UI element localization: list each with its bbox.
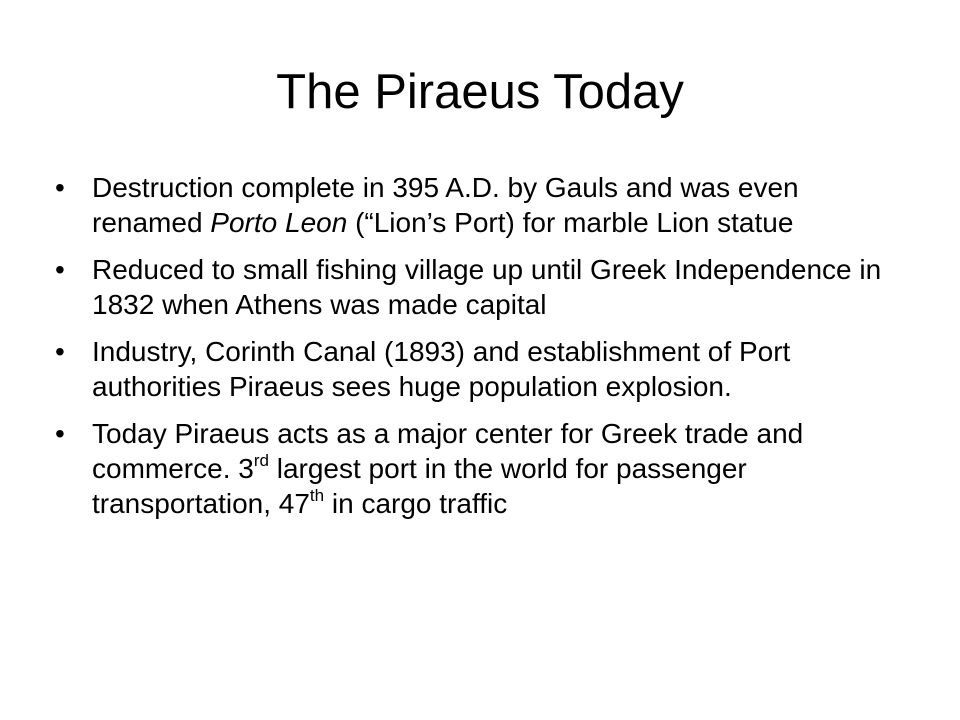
bullet-dot-icon: • bbox=[55, 418, 65, 449]
bullet-text-italic: Porto Leon bbox=[210, 207, 348, 238]
superscript-ordinal: th bbox=[309, 485, 325, 505]
bullet-text-segment: Destruction complete in 395 A.D. by Gauls and was even renamed bbox=[92, 172, 799, 238]
bullet-text bbox=[92, 172, 799, 238]
bullet-text-segment: Industry, Corinth Canal (1893) and establishment of Port authorities Piraeus sees huge population explosion. bbox=[92, 336, 791, 402]
bullet-text-segment: Today Piraeus acts as a major center for Greek trade and commerce. 3 bbox=[92, 418, 804, 484]
bullet-text-segment: (“Lion’s Port) for marble Lion statue bbox=[347, 207, 794, 238]
bullet-text bbox=[92, 336, 790, 402]
superscript-ordinal: rd bbox=[253, 450, 269, 470]
bullet-list bbox=[55, 170, 915, 533]
bullet-text-segment: in cargo traffic bbox=[324, 488, 508, 519]
bullet-text-segment: largest port in the world for passenger transportation, 47 bbox=[92, 453, 747, 519]
bullet-item bbox=[55, 416, 915, 521]
bullet-item bbox=[55, 334, 915, 404]
slide-title: The Piraeus Today bbox=[276, 65, 684, 119]
bullet-dot-icon: • bbox=[55, 172, 65, 203]
bullet-dot-icon: • bbox=[55, 254, 65, 285]
bullet-item bbox=[55, 252, 915, 322]
bullet-item bbox=[55, 170, 915, 240]
bullet-text-segment: Reduced to small fishing village up until Greek Independence in 1832 when Athens was made capital bbox=[92, 254, 882, 320]
bullet-dot-icon: • bbox=[55, 336, 65, 367]
bullet-text bbox=[92, 418, 803, 519]
bullet-text bbox=[92, 254, 881, 320]
